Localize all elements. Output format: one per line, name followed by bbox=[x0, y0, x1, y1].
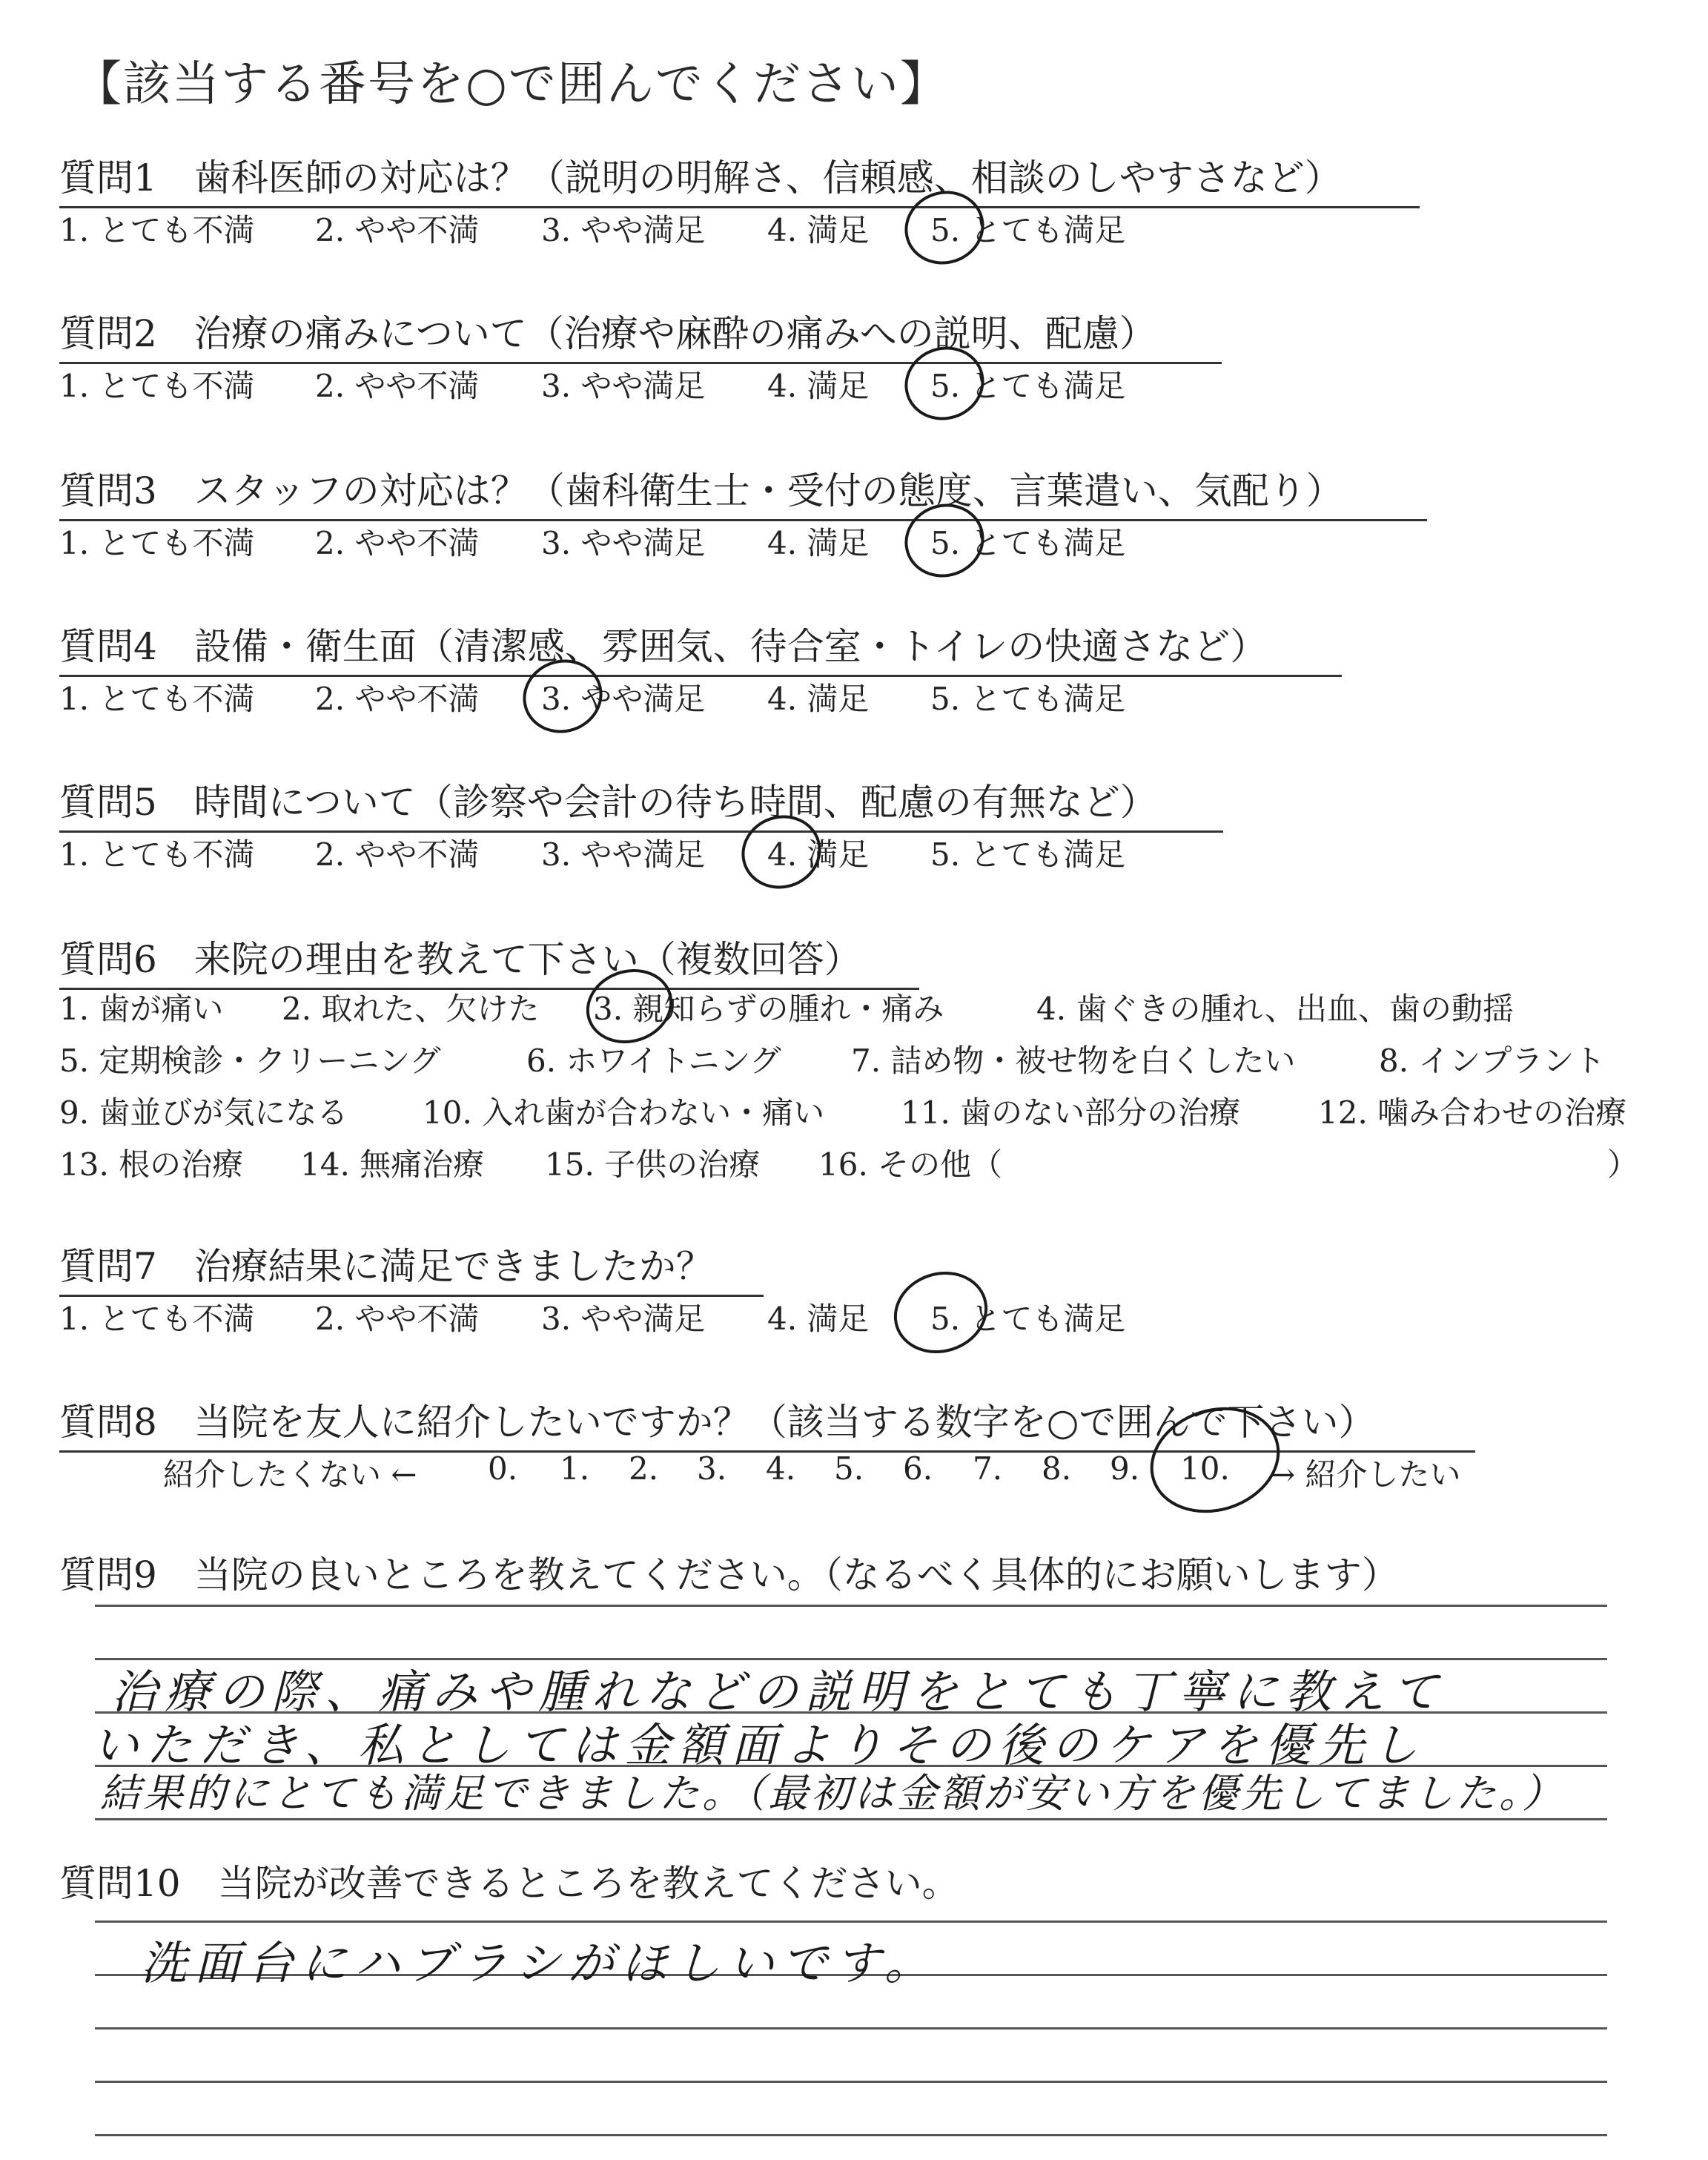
answer-line: 結果的にとても満足できました。（最初は金額が安い方を優先してました。） bbox=[100, 1770, 1565, 1817]
reason-option-14[interactable]: 14. 無痛治療 bbox=[300, 1146, 485, 1183]
answer-line: 治療の際、痛みや腫れなどの説明をとても丁寧に教えて bbox=[111, 1665, 1446, 1719]
reason-option-6[interactable]: 6. ホワイトニング bbox=[526, 1043, 781, 1079]
answer-line: 洗面台にハブラシがほしいです。 bbox=[141, 1936, 939, 1990]
reason-option-15[interactable]: 15. 子供の治療 bbox=[545, 1146, 761, 1183]
option-2[interactable]: 2. やや不満 bbox=[315, 368, 480, 404]
option-4[interactable]: 4. 満足 bbox=[767, 1301, 870, 1337]
option-2[interactable]: 2. やや不満 bbox=[315, 681, 480, 717]
scale-left-label: 紹介したくない ← bbox=[163, 1456, 417, 1493]
option-1[interactable]: 1. とても不満 bbox=[59, 681, 255, 717]
question-title: 質問4 設備・衛生面（清潔感、雰囲気、待合室・トイレの快適さなど） bbox=[59, 625, 1268, 668]
question-title: 質問2 治療の痛みについて（治療や麻酔の痛みへの説明、配慮） bbox=[59, 312, 1156, 355]
option-4[interactable]: 4. 満足 bbox=[767, 212, 870, 248]
reason-option-16[interactable]: 16. その他（ bbox=[818, 1146, 1003, 1183]
question-title: 質問1 歯科医師の対応は？（説明の明解さ、信頼感、相談のしやすさなど） bbox=[59, 156, 1342, 199]
other-close-paren: ） bbox=[1607, 1146, 1639, 1183]
selection-circle bbox=[883, 1260, 998, 1365]
question-title: 質問7 治療結果に満足できましたか？ bbox=[59, 1245, 713, 1288]
question-title: 質問8 当院を友人に紹介したいですか？（該当する数字を○で囲んで下さい） bbox=[59, 1401, 1376, 1444]
question-title: 質問5 時間について（診察や会計の待ち時間、配慮の有無など） bbox=[59, 781, 1157, 824]
option-4[interactable]: 4. 満足 bbox=[767, 525, 870, 561]
reason-option-3[interactable]: 3. 親知らずの腫れ・痛み bbox=[593, 991, 944, 1027]
question-title: 質問10 当院が改善できるところを教えてください。 bbox=[59, 1862, 959, 1905]
scale-right-label: → 紹介したい bbox=[1269, 1456, 1461, 1493]
option-5[interactable]: 5. とても満足 bbox=[930, 681, 1126, 717]
option-2[interactable]: 2. やや不満 bbox=[315, 212, 480, 248]
reason-option-2[interactable]: 2. 取れた、欠けた bbox=[282, 991, 540, 1027]
option-4[interactable]: 4. 満足 bbox=[767, 368, 870, 404]
scale-4[interactable]: 4. bbox=[766, 1450, 796, 1487]
scale-5[interactable]: 5. bbox=[834, 1450, 864, 1487]
reason-option-13[interactable]: 13. 根の治療 bbox=[59, 1146, 244, 1183]
option-1[interactable]: 1. とても不満 bbox=[59, 212, 255, 248]
option-3[interactable]: 3. やや満足 bbox=[541, 368, 706, 404]
scale-6[interactable]: 6. bbox=[903, 1450, 933, 1487]
option-3[interactable]: 3. やや満足 bbox=[541, 525, 706, 561]
reason-option-4[interactable]: 4. 歯ぐきの腫れ、出血、歯の動揺 bbox=[1036, 991, 1514, 1027]
option-1[interactable]: 1. とても不満 bbox=[59, 525, 255, 561]
option-2[interactable]: 2. やや不満 bbox=[315, 1301, 480, 1337]
option-3[interactable]: 3. やや満足 bbox=[541, 212, 706, 248]
option-5[interactable]: 5. とても満足 bbox=[930, 212, 1126, 248]
question-title: 質問6 来院の理由を教えて下さい（複数回答） bbox=[59, 938, 861, 981]
option-5[interactable]: 5. とても満足 bbox=[930, 368, 1126, 404]
option-3[interactable]: 3. やや満足 bbox=[541, 681, 706, 717]
scale-3[interactable]: 3. bbox=[697, 1450, 727, 1487]
reason-option-7[interactable]: 7. 詰め物・被せ物を白くしたい bbox=[851, 1043, 1296, 1079]
reason-option-5[interactable]: 5. 定期検診・クリーニング bbox=[59, 1043, 441, 1079]
option-5[interactable]: 5. とても満足 bbox=[930, 525, 1126, 561]
question-title: 質問9 当院の良いところを教えてください。（なるべく具体的にお願いします） bbox=[59, 1553, 1399, 1596]
option-1[interactable]: 1. とても不満 bbox=[59, 836, 255, 873]
option-3[interactable]: 3. やや満足 bbox=[541, 836, 706, 873]
scale-10[interactable]: 10. bbox=[1180, 1450, 1230, 1487]
option-4[interactable]: 4. 満足 bbox=[767, 681, 870, 717]
option-5[interactable]: 5. とても満足 bbox=[930, 1301, 1126, 1337]
option-1[interactable]: 1. とても不満 bbox=[59, 368, 255, 404]
scale-8[interactable]: 8. bbox=[1042, 1450, 1072, 1487]
option-2[interactable]: 2. やや不満 bbox=[315, 525, 480, 561]
scale-0[interactable]: 0. bbox=[488, 1450, 518, 1487]
option-5[interactable]: 5. とても満足 bbox=[930, 836, 1126, 873]
answer-line: いただき、私としては金額面よりその後のケアを優先し bbox=[93, 1718, 1426, 1772]
reason-option-10[interactable]: 10. 入れ歯が合わない・痛い bbox=[423, 1094, 825, 1131]
scale-7[interactable]: 7. bbox=[973, 1450, 1003, 1487]
scale-1[interactable]: 1. bbox=[560, 1450, 590, 1487]
option-4[interactable]: 4. 満足 bbox=[767, 836, 870, 873]
question-title: 質問3 スタッフの対応は？（歯科衛生士・受付の態度、言葉遣い、気配り） bbox=[59, 469, 1343, 512]
reason-option-12[interactable]: 12. 噛み合わせの治療 bbox=[1318, 1094, 1627, 1131]
reason-option-11[interactable]: 11. 歯のない部分の治療 bbox=[901, 1094, 1241, 1131]
reason-option-9[interactable]: 9. 歯並びが気になる bbox=[59, 1094, 348, 1131]
option-3[interactable]: 3. やや満足 bbox=[541, 1301, 706, 1337]
option-2[interactable]: 2. やや不満 bbox=[315, 836, 480, 873]
scale-2[interactable]: 2. bbox=[629, 1450, 659, 1487]
scale-9[interactable]: 9. bbox=[1110, 1450, 1140, 1487]
reason-option-1[interactable]: 1. 歯が痛い bbox=[59, 991, 224, 1027]
reason-option-8[interactable]: 8. インプラント bbox=[1379, 1043, 1606, 1079]
option-1[interactable]: 1. とても不満 bbox=[59, 1301, 255, 1337]
page-title: 【該当する番号を○で囲んでください】 bbox=[74, 57, 949, 112]
